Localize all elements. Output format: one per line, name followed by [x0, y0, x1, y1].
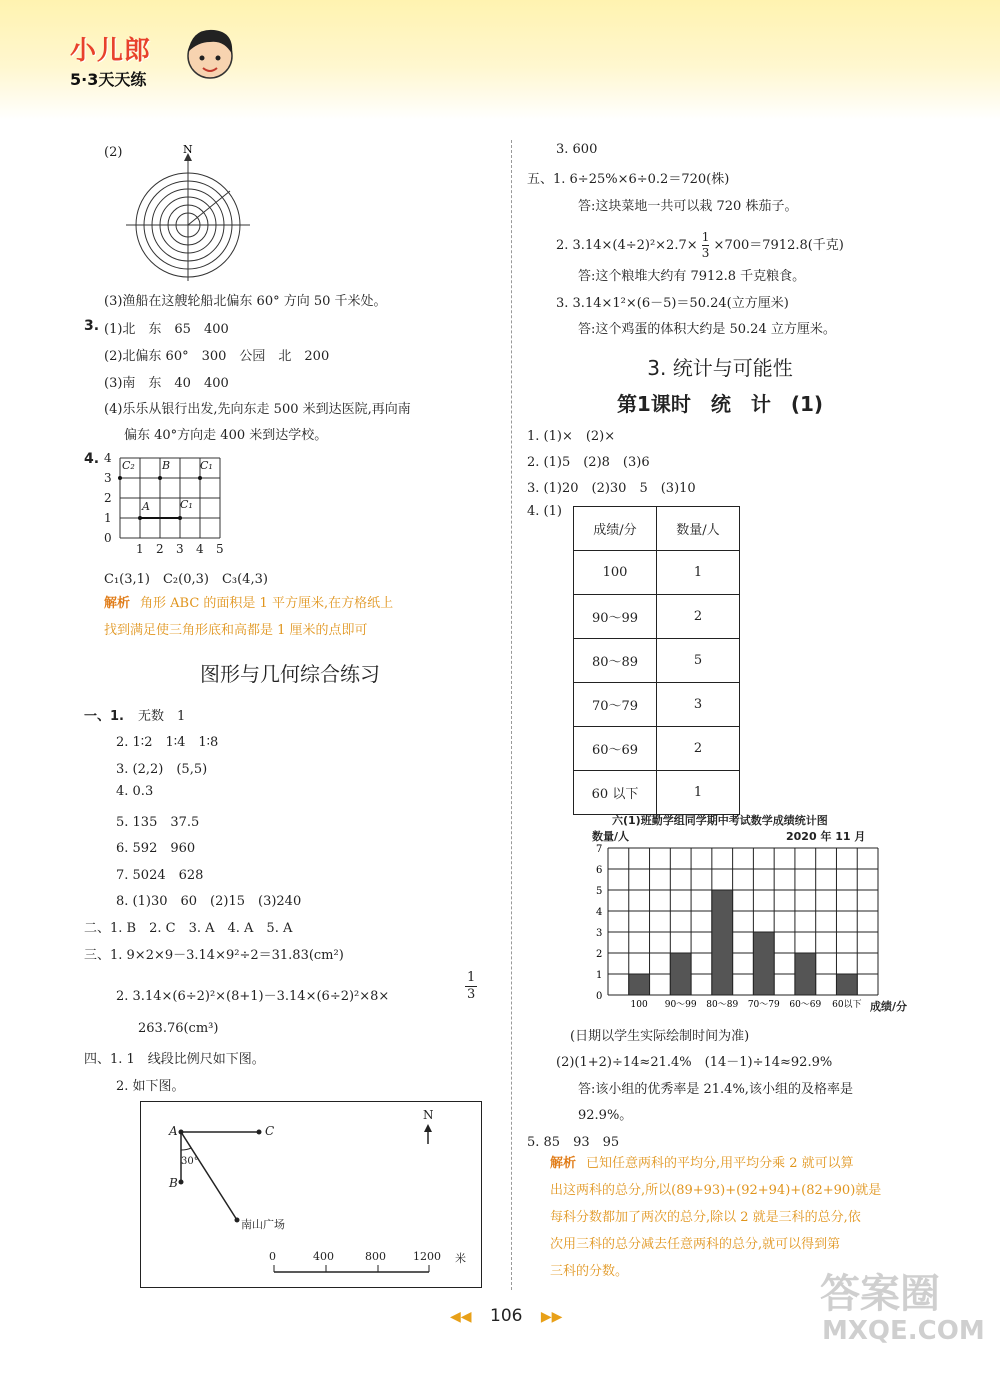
- q3-part3: (3)南 东 40 400: [104, 376, 229, 391]
- part1-q6: 6. 592 960: [116, 841, 196, 856]
- s-q4: 4. (1): [527, 504, 562, 519]
- table-row: [574, 771, 740, 815]
- y-tick-label: 7: [596, 844, 603, 855]
- table-cell: 100: [574, 551, 657, 595]
- bar: [629, 974, 650, 995]
- grid-x-2: 2: [156, 542, 164, 556]
- watermark-logo: 答案圈: [820, 1271, 940, 1317]
- table-cell: 60 以下: [574, 771, 657, 815]
- y-tick-label: 6: [596, 865, 603, 876]
- grid-y-0: 0: [104, 531, 112, 545]
- analysis-2-tag: 解析: [550, 1156, 577, 1171]
- x-tick-label: 90～99: [664, 1000, 697, 1010]
- scale-0: 0: [269, 1250, 276, 1263]
- grid-x-4: 4: [196, 542, 204, 556]
- table-header-row: [574, 507, 740, 551]
- bar: [795, 953, 816, 995]
- map-point-b: B: [169, 1176, 178, 1190]
- part1-q7: 7. 5024 628: [116, 868, 204, 883]
- watermark-url: MXQE.COM: [822, 1316, 985, 1346]
- table-cell: 60～69: [574, 727, 657, 771]
- s-q3: 3. (1)20 (2)30 5 (3)10: [527, 481, 696, 496]
- r-part5-q2-b: ×700＝7912.8(千克): [713, 238, 844, 253]
- part1-number: [84, 705, 124, 724]
- q3-part1: (1)北 东 65 400: [104, 322, 229, 337]
- analysis-2-line: 出这两科的总分,所以(89+93)+(92+94)+(82+90)就是: [550, 1183, 882, 1198]
- grid-x-1: 1: [136, 542, 144, 556]
- lesson-title: 第1课时 统 计 (1): [616, 392, 824, 416]
- point-c1-top: C₁: [200, 459, 213, 472]
- page-number: 106: [490, 1306, 523, 1326]
- analysis-1b: 找到满足使三角形底和高都是 1 厘米的点即可: [104, 623, 368, 638]
- point-b: B: [162, 459, 171, 472]
- grid-y-4: 4: [104, 451, 112, 465]
- part1-q2: 2. 1∶2 1∶4 1∶8: [116, 735, 219, 750]
- q3-part4b: 偏东 40°方向走 400 米到达学校。: [124, 428, 328, 443]
- y-tick-label: 1: [596, 970, 603, 981]
- r-part5-q2: [556, 230, 844, 261]
- q2-label: (2): [104, 145, 123, 160]
- chart-date: 2020 年 11 月: [786, 830, 866, 843]
- analysis-tag: 解析: [104, 596, 131, 611]
- y-tick-label: 5: [596, 886, 603, 897]
- grid-x-3: 3: [176, 542, 184, 556]
- part2: 二、1. B 2. C 3. A 4. A 5. A: [84, 921, 293, 936]
- scale-800: 800: [365, 1250, 386, 1263]
- table-cell: 3: [657, 683, 740, 727]
- part1-label: 一、1.: [84, 709, 124, 724]
- scale-400: 400: [313, 1250, 334, 1263]
- point-a: A: [142, 500, 150, 513]
- table-row: [574, 727, 740, 771]
- table-row: [574, 595, 740, 639]
- map-angle: 30°: [181, 1156, 199, 1167]
- r-part5-q1-answer: 答:这块菜地一共可以栽 720 株茄子。: [578, 199, 798, 214]
- table-row: [574, 683, 740, 727]
- s-q5: 5. 85 93 95: [527, 1135, 620, 1150]
- q3-part2: (2)北偏东 60° 300 公园 北 200: [104, 349, 330, 364]
- map-point-a: A: [169, 1124, 178, 1138]
- table-cell: 2: [657, 727, 740, 771]
- chart-ylabel: 数量/人: [592, 830, 630, 843]
- section-title: 图形与几何综合练习: [200, 662, 380, 686]
- q2-answer: (3)渔船在这艘轮船北偏东 60° 方向 50 千米处。: [104, 294, 387, 309]
- s-q1: 1. (1)× (2)×: [527, 429, 616, 444]
- brand-logo: [70, 30, 151, 90]
- s-q4-part2: (2)(1+2)÷14≈21.4% (14－1)÷14≈92.9%: [556, 1055, 833, 1070]
- r-part5-q2-answer: 答:这个粮堆大约有 7912.8 千克粮食。: [578, 269, 806, 284]
- chart-xlabel: 成绩/分: [870, 1000, 908, 1013]
- table-header: 成绩/分: [574, 507, 657, 551]
- part1-q4: 4. 0.3: [116, 784, 154, 799]
- section-statistics: 3. 统计与可能性: [647, 356, 793, 380]
- map-diagram: [140, 1101, 482, 1288]
- frac-num: 1: [467, 970, 476, 985]
- q3-number: 3.: [84, 318, 100, 334]
- bar: [670, 953, 691, 995]
- series-name: 5·3天天练: [70, 70, 147, 89]
- r-part5-q2-a: 2. 3.14×(4÷2)²×2.7×: [556, 238, 698, 253]
- mascot-icon: [180, 22, 240, 86]
- table-cell: 1: [657, 771, 740, 815]
- grid-y-1: 1: [104, 511, 112, 525]
- part1-q8: 8. (1)30 60 (2)15 (3)240: [116, 894, 302, 909]
- fraction-one-third: [465, 970, 477, 1003]
- q4-number: 4.: [84, 451, 100, 467]
- part4-q2: 2. 如下图。: [116, 1079, 185, 1094]
- table-cell: 70～79: [574, 683, 657, 727]
- table-cell: 1: [657, 551, 740, 595]
- x-tick-label: 80～89: [706, 1000, 739, 1010]
- y-tick-label: 3: [596, 928, 603, 939]
- s-q4-answer-b: 92.9%。: [578, 1108, 633, 1123]
- y-tick-label: 0: [596, 991, 603, 1002]
- analysis-2-line: 每科分数都加了两次的总分,除以 2 就是三科的总分,依: [550, 1210, 861, 1225]
- r-part5-q3-answer: 答:这个鸡蛋的体积大约是 50.24 立方厘米。: [578, 322, 836, 337]
- scale-unit: 米: [455, 1252, 466, 1265]
- x-tick-label: 60以下: [832, 1000, 862, 1010]
- map-destination: 南山广场: [241, 1218, 285, 1231]
- bar-chart: [590, 842, 890, 1017]
- x-tick-label: 100: [630, 1000, 648, 1010]
- r-part5-q3: 3. 3.14×1²×(6－5)＝50.24(立方厘米): [556, 296, 789, 311]
- scale-1200: 1200: [413, 1250, 441, 1263]
- y-tick-label: 4: [596, 907, 603, 918]
- map-north: N: [423, 1108, 434, 1122]
- score-table: [573, 506, 740, 815]
- table-cell: 5: [657, 639, 740, 683]
- r-frac-den: 3: [701, 246, 710, 260]
- grid-y-2: 2: [104, 491, 112, 505]
- part3-q2-result: 263.76(cm³): [138, 1021, 219, 1036]
- q4-coords: C₁(3,1) C₂(0,3) C₃(4,3): [104, 572, 268, 587]
- chart-title: 六(1)班勤学组同学期中考试数学成绩统计图: [612, 814, 828, 827]
- grid-x-5: 5: [216, 542, 224, 556]
- r-q3: 3. 600: [556, 142, 598, 157]
- frac-den: 3: [467, 987, 476, 1002]
- compass-n-label: N: [183, 145, 193, 156]
- r-frac-num: 1: [701, 230, 710, 244]
- part1-q1: 无数 1: [138, 709, 186, 724]
- r-fraction: [702, 230, 710, 261]
- coord-grid: [100, 450, 240, 560]
- y-tick-label: 2: [596, 949, 603, 960]
- point-c2: C₂: [122, 459, 135, 472]
- s-q2: 2. (1)5 (2)8 (3)6: [527, 455, 650, 470]
- table-row: [574, 639, 740, 683]
- next-arrows-icon: ▶▶: [540, 1309, 563, 1325]
- r-part5-q1: 五、1. 6÷25%×6÷0.2＝720(株): [527, 172, 730, 187]
- x-tick-label: 60～69: [789, 1000, 822, 1010]
- chart-note: (日期以学生实际绘制时间为准): [570, 1029, 750, 1044]
- analysis-2-line: 三科的分数。: [550, 1264, 629, 1279]
- part3-q2: 2. 3.14×(6÷2)²×(8+1)－3.14×(6÷2)²×8×: [116, 989, 390, 1004]
- q3-part4a: (4)乐乐从银行出发,先向东走 500 米到达医院,再向南: [104, 402, 411, 417]
- bar: [712, 890, 733, 995]
- part4-q1: 四、1. 1 线段比例尺如下图。: [84, 1052, 265, 1067]
- table-cell: 2: [657, 595, 740, 639]
- x-tick-label: 70～79: [747, 1000, 780, 1010]
- part1-q3: 3. (2,2) (5,5): [116, 762, 208, 777]
- s-q4-answer: 答:该小组的优秀率是 21.4%,该小组的及格率是: [578, 1082, 853, 1097]
- bar: [836, 974, 857, 995]
- brand-name: 小儿郎: [70, 36, 152, 66]
- polar-diagram: [118, 145, 258, 285]
- prev-arrows-icon: ◀◀: [450, 1309, 472, 1325]
- column-divider: [511, 140, 512, 1290]
- analysis-1: [104, 590, 393, 644]
- analysis-1a: 角形 ABC 的面积是 1 平方厘米,在方格纸上: [140, 596, 394, 611]
- analysis-2-line: 次用三科的总分减去任意两科的总分,就可以得到第: [550, 1237, 841, 1252]
- bar: [753, 932, 774, 995]
- part1-q5: 5. 135 37.5: [116, 815, 200, 830]
- point-c1: C₁: [180, 498, 193, 511]
- table-cell: 80～89: [574, 639, 657, 683]
- page-footer: [450, 1306, 562, 1326]
- grid-y-3: 3: [104, 471, 112, 485]
- part3-q1: 三、1. 9×2×9－3.14×9²÷2＝31.83(cm²): [84, 948, 344, 963]
- table-header: 数量/人: [657, 507, 740, 551]
- analysis-2-line: 已知任意两科的平均分,用平均分乘 2 就可以算: [586, 1156, 854, 1171]
- table-row: [574, 551, 740, 595]
- map-point-c: C: [265, 1124, 275, 1138]
- table-cell: 90～99: [574, 595, 657, 639]
